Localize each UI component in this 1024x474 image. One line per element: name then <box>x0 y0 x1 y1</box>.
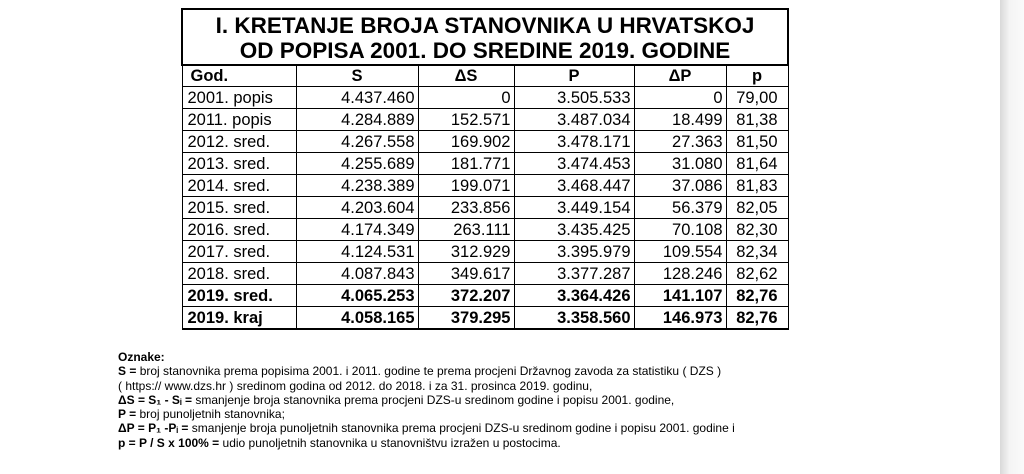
cell-s: 4.065.253 <box>296 285 418 307</box>
cell-delta-s: 349.617 <box>418 263 514 285</box>
page-edge-shadow <box>1000 0 1024 474</box>
cell-god: 2013. sred. <box>182 153 296 175</box>
cell-p-percent: 82,76 <box>726 307 788 330</box>
cell-god: 2017. sred. <box>182 241 296 263</box>
population-table <box>181 8 789 330</box>
table-row <box>182 131 788 153</box>
cell-god: 2012. sred. <box>182 131 296 153</box>
cell-delta-s: 199.071 <box>418 175 514 197</box>
table-row <box>182 263 788 285</box>
cell-p-percent: 81,50 <box>726 131 788 153</box>
cell-god: 2011. popis <box>182 109 296 131</box>
cell-delta-p: 56.379 <box>634 197 726 219</box>
header-god: God. <box>182 65 296 87</box>
cell-p: 3.377.287 <box>514 263 634 285</box>
cell-god: 2016. sred. <box>182 219 296 241</box>
cell-god: 2015. sred. <box>182 197 296 219</box>
note-delta-s-text: smanjenje broja stanovnika prema procjeni DZS-u sredinom godine i popisu 2001. godine, <box>191 392 675 407</box>
cell-delta-p: 31.080 <box>634 153 726 175</box>
cell-delta-s: 379.295 <box>418 307 514 330</box>
cell-s: 4.124.531 <box>296 241 418 263</box>
cell-delta-s: 263.111 <box>418 219 514 241</box>
header-delta-s: ΔS <box>418 65 514 87</box>
table-row <box>182 241 788 263</box>
header-delta-p: ΔP <box>634 65 726 87</box>
table-row <box>182 175 788 197</box>
table-title <box>182 9 788 65</box>
cell-p-percent: 81,83 <box>726 175 788 197</box>
header-p: P <box>514 65 634 87</box>
cell-god: 2019. sred. <box>182 285 296 307</box>
cell-s: 4.238.389 <box>296 175 418 197</box>
cell-p-percent: 82,62 <box>726 263 788 285</box>
cell-p-percent: 81,64 <box>726 153 788 175</box>
table-row <box>182 219 788 241</box>
header-p-percent: p <box>726 65 788 87</box>
note-delta-p-text: smanjenje broja punoljetnih stanovnika prema procjeni DZS-u sredinom godine i popisu 2001. godine i <box>188 421 735 436</box>
cell-s: 4.203.604 <box>296 197 418 219</box>
note-p-percent-text: udio punoljetnih stanovnika u stanovništvu izražen u postocima. <box>219 435 561 450</box>
note-delta-p-symbol: ΔP = P₁ -Pᵢ = <box>118 421 189 436</box>
note-s <box>118 364 988 378</box>
cell-god: 2001. popis <box>182 87 296 109</box>
header-s: S <box>296 65 418 87</box>
cell-god: 2019. kraj <box>182 307 296 330</box>
table-row <box>182 197 788 219</box>
cell-p: 3.395.979 <box>514 241 634 263</box>
cell-p-percent: 82,34 <box>726 241 788 263</box>
note-s-text: broj stanovnika prema popisima 2001. i 2011. godine te prema procjeni Državnog zavoda za statistiku ( DZS ) <box>136 364 722 379</box>
cell-s: 4.087.843 <box>296 263 418 285</box>
cell-p-percent: 82,30 <box>726 219 788 241</box>
table-row <box>182 285 788 307</box>
cell-god: 2014. sred. <box>182 175 296 197</box>
cell-p: 3.505.533 <box>514 87 634 109</box>
table-row <box>182 307 788 330</box>
cell-delta-s: 372.207 <box>418 285 514 307</box>
cell-p: 3.474.453 <box>514 153 634 175</box>
note-p <box>118 407 988 421</box>
cell-delta-s: 169.902 <box>418 131 514 153</box>
table-header-row <box>182 65 788 87</box>
cell-delta-s: 181.771 <box>418 153 514 175</box>
cell-s: 4.437.460 <box>296 87 418 109</box>
table-row <box>182 153 788 175</box>
cell-s: 4.058.165 <box>296 307 418 330</box>
cell-p-percent: 81,38 <box>726 109 788 131</box>
note-delta-s-symbol: ΔS = S₁ - Sᵢ = <box>118 392 192 407</box>
cell-delta-p: 70.108 <box>634 219 726 241</box>
table-title-line2: OD POPISA 2001. DO SREDINE 2019. GODINE <box>239 38 731 63</box>
cell-god: 2018. sred. <box>182 263 296 285</box>
notes-heading: Oznake: <box>118 350 165 364</box>
cell-p: 3.478.171 <box>514 131 634 153</box>
cell-s: 4.174.349 <box>296 219 418 241</box>
cell-delta-p: 0 <box>634 87 726 109</box>
cell-s: 4.255.689 <box>296 153 418 175</box>
cell-p: 3.468.447 <box>514 175 634 197</box>
cell-delta-p: 109.554 <box>634 241 726 263</box>
cell-delta-s: 152.571 <box>418 109 514 131</box>
cell-p-percent: 82,76 <box>726 285 788 307</box>
cell-delta-p: 27.363 <box>634 131 726 153</box>
cell-delta-p: 128.246 <box>634 263 726 285</box>
table-title-line1: I. KRETANJE BROJA STANOVNIKA U HRVATSKOJ <box>215 13 755 38</box>
cell-p-percent: 79,00 <box>726 87 788 109</box>
cell-p: 3.435.425 <box>514 219 634 241</box>
note-delta-p <box>118 421 988 435</box>
cell-p: 3.487.034 <box>514 109 634 131</box>
cell-p: 3.449.154 <box>514 197 634 219</box>
cell-delta-s: 233.856 <box>418 197 514 219</box>
cell-delta-p: 141.107 <box>634 285 726 307</box>
note-p-symbol: P = <box>118 407 137 422</box>
table-row <box>182 109 788 131</box>
note-p-percent-symbol: p = P / S x 100% = <box>118 435 220 450</box>
cell-s: 4.267.558 <box>296 131 418 153</box>
cell-delta-s: 0 <box>418 87 514 109</box>
table-row <box>182 87 788 109</box>
cell-p-percent: 82,05 <box>726 197 788 219</box>
cell-delta-p: 37.086 <box>634 175 726 197</box>
notes-legend <box>118 350 988 450</box>
cell-delta-s: 312.929 <box>418 241 514 263</box>
cell-delta-p: 146.973 <box>634 307 726 330</box>
cell-s: 4.284.889 <box>296 109 418 131</box>
note-p-percent <box>118 436 988 450</box>
note-s-continued: ( https:// www.dzs.hr ) sredinom godina od 2012. do 2018. i za 31. prosinca 2019. godinu, <box>118 378 593 393</box>
note-s-symbol: S = <box>118 364 137 379</box>
cell-p: 3.358.560 <box>514 307 634 330</box>
note-p-text: broj punoljetnih stanovnika; <box>136 407 285 422</box>
note-delta-s <box>118 393 988 407</box>
cell-delta-p: 18.499 <box>634 109 726 131</box>
cell-p: 3.364.426 <box>514 285 634 307</box>
